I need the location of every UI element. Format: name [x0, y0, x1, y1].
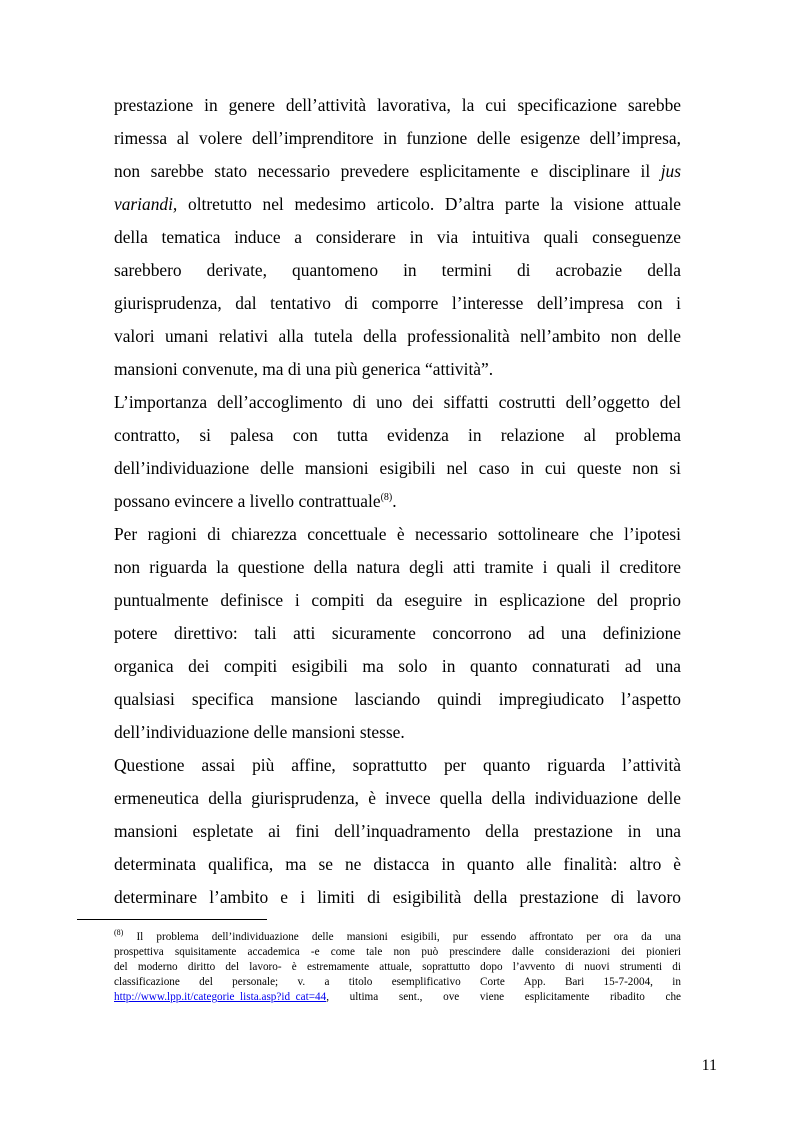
body-line	[114, 191, 681, 217]
footnote-marker: (8)	[114, 928, 124, 937]
footnote-link[interactable]: http://www.lpp.it/categorie_lista.asp?id_cat=44	[114, 991, 327, 1003]
body-line: rimessa al volere dell’imprenditore in funzione delle esigenze dell’impresa,	[114, 128, 681, 148]
body-line: Per ragioni di chiarezza concettuale è necessario sottolineare che l’ipotesi	[114, 524, 681, 544]
body-line: puntualmente definisce i compiti da eseguire in esplicazione del proprio	[114, 590, 681, 610]
body-line: dell’individuazione delle mansioni stesse.	[114, 722, 405, 742]
body-line	[114, 158, 681, 184]
body-line: Questione assai più affine, soprattutto per quanto riguarda l’attività	[114, 755, 681, 775]
footnote-line	[114, 990, 681, 1005]
body-line-text: non sarebbe stato necessario prevedere esplicitamente e disciplinare il	[114, 161, 651, 181]
body-line: prestazione in genere dell’attività lavorativa, la cui specificazione sarebbe	[114, 95, 681, 115]
body-line: valori umani relativi alla tutela della professionalità nell’ambito non delle	[114, 326, 681, 346]
body-line: mansioni espletate ai fini dell’inquadramento della prestazione in una	[114, 821, 681, 841]
body-line-text: oltretutto nel medesimo articolo. D’altra parte la visione attuale	[188, 194, 681, 214]
body-line: non riguarda la questione della natura degli atti tramite i quali il creditore	[114, 557, 681, 577]
body-line: mansioni convenute, ma di una più generica “attività”.	[114, 359, 494, 379]
body-line: dell’individuazione delle mansioni esigibili nel caso in cui queste non si	[114, 458, 681, 478]
page-number: 11	[701, 1057, 717, 1074]
body-line: L’importanza dell’accoglimento di uno dei siffatti costrutti dell’oggetto del	[114, 392, 681, 412]
body-line: contratto, si palesa con tutta evidenza in relazione al problema	[114, 425, 681, 445]
footnote-reference[interactable]: (8)	[380, 492, 393, 503]
italic-term: jus	[660, 161, 681, 181]
body-line: ermeneutica della giurisprudenza, è invece quella della individuazione delle	[114, 788, 681, 808]
footnote-line: prospettiva squisitamente accademica -e come tale non può prescindere dalle considerazioni dei pionieri	[114, 946, 681, 958]
footnote-line: del moderno diritto del lavoro- è estremamente attuale, soprattutto dopo l’avvento di nuovi strumenti di	[114, 961, 681, 973]
body-line: giurisprudenza, dal tentativo di comporre l’interesse dell’impresa con i	[114, 293, 681, 313]
body-line: organica dei compiti esigibili ma solo in quanto connaturati ad una	[114, 656, 681, 676]
footnote-separator	[77, 919, 267, 920]
footnote-text: Il problema dell’individuazione delle mansioni esigibili, pur essendo affrontato per ora da una	[136, 931, 682, 943]
body-line: della tematica induce a considerare in via intuitiva quali conseguenze	[114, 227, 681, 247]
body-line: determinata qualifica, ma se ne distacca in quanto alle finalità: altro è	[114, 854, 681, 874]
footnote-text: , ultima sent., ove viene esplicitamente ribadito che	[326, 991, 681, 1003]
body-line-text: .	[392, 491, 397, 511]
footnote-line: classificazione del personale; v. a titolo esemplificativo Corte App. Bari 15-7-2004, in	[114, 976, 681, 988]
body-line: sarebbero derivate, quantomeno in termini di acrobazie della	[114, 260, 681, 280]
body-line: qualsiasi specifica mansione lasciando quindi impregiudicato l’aspetto	[114, 689, 681, 709]
footnote-line	[114, 930, 681, 945]
body-line	[114, 488, 681, 514]
body-line-text: possano evincere a livello contrattuale	[114, 491, 381, 511]
body-line: potere direttivo: tali atti sicuramente concorrono ad una definizione	[114, 623, 681, 643]
body-line: determinare l’ambito e i limiti di esigibilità della prestazione di lavoro	[114, 887, 681, 907]
italic-term: variandi,	[114, 194, 178, 214]
